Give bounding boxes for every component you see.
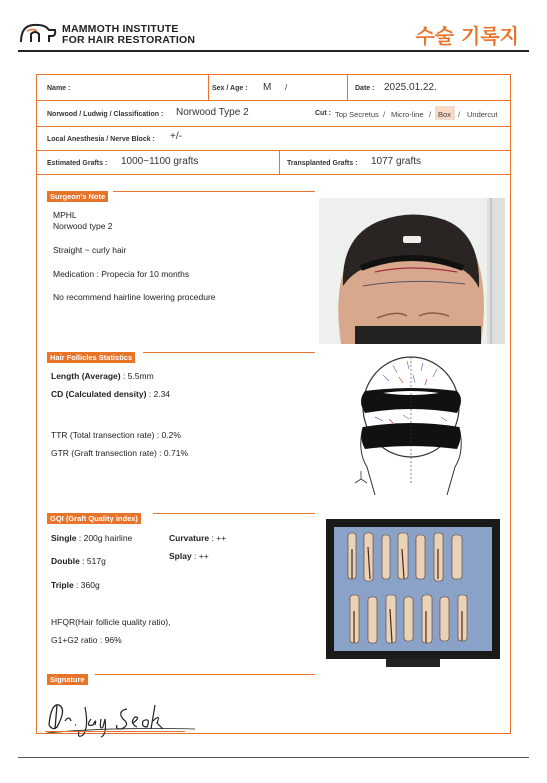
double-stat: Double : 517g <box>51 556 106 566</box>
note-line: Norwood type 2 <box>53 221 113 231</box>
sex-value: M <box>263 82 272 93</box>
hair-stats-tag: Hair Follicles Statistics <box>47 352 135 363</box>
col-divider <box>279 150 280 174</box>
row-divider <box>37 174 510 175</box>
head-diagram-icon <box>353 355 469 503</box>
cut-option-undercut: Undercut <box>467 110 498 119</box>
graft-microscope-photo <box>326 519 500 667</box>
curvature-stat: Curvature : ++ <box>169 533 227 543</box>
triple-stat: Triple : 360g <box>51 580 100 590</box>
gtr-stat: GTR (Graft transection rate) : 0.71% <box>51 448 188 458</box>
cut-option-micro-line: Micro-line <box>391 110 424 119</box>
ratio-stat: G1+G2 ratio : 96% <box>51 635 122 645</box>
cut-separator: / <box>383 110 386 119</box>
transplanted-grafts-label: Transplanted Grafts : <box>287 160 358 167</box>
col-divider <box>208 75 209 100</box>
cut-option-box: Box <box>438 110 451 119</box>
footer-divider <box>18 757 529 758</box>
hfqr-line: HFQR(Hair follicle quality ratio), <box>51 617 171 627</box>
cut-option-top-secretus: Top Secretus <box>335 110 379 119</box>
ttr-stat: TTR (Total transection rate) : 0.2% <box>51 430 181 440</box>
heading-rule <box>113 191 315 192</box>
note-line: MPHL <box>53 210 77 220</box>
name-label: Name : <box>47 85 71 92</box>
age-separator: / <box>285 83 288 92</box>
classification-label: Norwood / Ludwig / Classification : <box>47 111 164 118</box>
logo-wordmark <box>62 24 195 46</box>
gqi-tag: GQI (Graft Quality index) <box>47 513 141 524</box>
signature-image <box>45 697 205 741</box>
note-line: Straight ~ curly hair <box>53 245 127 255</box>
cd-stat: CD (Calculated density) : 2.34 <box>51 389 171 399</box>
col-divider <box>347 75 348 100</box>
date-label: Date : <box>355 85 375 92</box>
splay-stat: Splay : ++ <box>169 551 209 561</box>
note-line: No recommend hairline lowering procedure <box>53 292 216 302</box>
estimated-grafts-label: Estimated Grafts : <box>47 160 108 167</box>
transplanted-grafts-value: 1077 grafts <box>371 156 422 167</box>
signature-underline <box>45 731 185 732</box>
surgeons-note-tag: Surgeon's Note <box>47 191 108 202</box>
heading-rule <box>143 352 315 353</box>
surgeons-note-heading <box>47 186 108 201</box>
cut-separator: / <box>429 110 432 119</box>
length-stat: Length (Average) : 5.5mm <box>51 371 154 381</box>
logo-line-2: FOR HAIR RESTORATION <box>62 34 196 46</box>
heading-rule <box>95 674 315 675</box>
heading-rule <box>153 513 315 514</box>
anesthesia-value: +/- <box>170 131 182 142</box>
row-divider <box>37 150 510 151</box>
date-value: 2025.01.22. <box>384 82 437 93</box>
cut-label: Cut : <box>315 110 331 117</box>
patient-hairline-photo <box>319 198 505 344</box>
signature-tag: Signature <box>47 674 88 685</box>
page-title: 수술 기록지 <box>415 24 519 48</box>
gqi-heading <box>47 508 141 523</box>
mammoth-logo-icon <box>19 22 57 44</box>
row-divider <box>37 126 510 127</box>
sex-age-label: Sex / Age : <box>212 85 248 92</box>
note-line: Medication : Propecia for 10 months <box>53 269 190 279</box>
logo-line-1: MAMMOTH INSTITUTE <box>62 23 179 35</box>
record-form <box>36 74 511 734</box>
header-divider <box>18 50 529 52</box>
anesthesia-label: Local Anesthesia / Nerve Block : <box>47 136 155 143</box>
estimated-grafts-value: 1000~1100 grafts <box>121 156 199 167</box>
row-divider <box>37 100 510 101</box>
cut-separator: / <box>458 110 461 119</box>
hair-stats-heading <box>47 347 135 362</box>
single-stat: Single : 200g hairline <box>51 533 133 543</box>
classification-value: Norwood Type 2 <box>176 107 249 118</box>
signature-heading <box>47 669 88 684</box>
